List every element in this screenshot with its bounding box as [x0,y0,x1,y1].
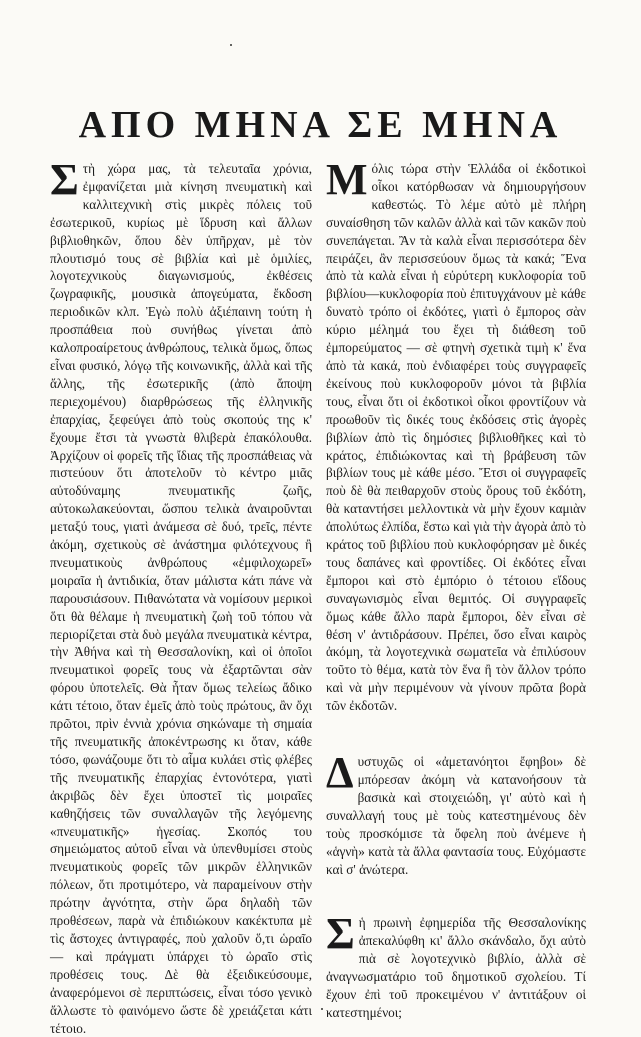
section-spacer [326,878,586,914]
right-article-3 [326,909,586,1021]
page-title: ΑΠΟ ΜΗΝΑ ΣΕ ΜΗΝΑ [78,104,563,146]
left-column [50,155,312,1037]
print-speck [321,1008,323,1010]
right-article-2 [326,748,586,878]
drop-cap: Σ [50,155,79,204]
section-spacer [326,715,586,753]
drop-cap: Σ [326,909,355,959]
drop-cap: Μ [326,155,368,204]
right-article-1 [326,155,586,715]
right-article-1-text: όλις τώρα στὴν Ἑλλάδα οἱ ἐκδοτικοὶ οἶκοι κατόρθωσαν νὰ δημιουργήσουν καθεστώς. Τὸ λέμε αὐτὸ μὲ πλήρη συναίσθηση τῶν καλῶν ἀλλὰ καὶ τῶν κακῶν ποὺ συνεπάγεται. Ἂν τὰ καλὰ εἶναι περισσότερα δὲν πειράζει, ἂν περισσεύουν ὅμως τὰ κακά; Ἕνα ἀπὸ τὰ καλὰ εἶναι ἡ εὐρύτερη κυκλοφορία τοῦ βιβλίου—κυκλοφορία ποὺ ἐπιτυγχάνουν μὲ κάθε δυνατὸ τρόπο οἱ ἐκδότες, γιατὶ ὁ ἔμπορος σὰν κύριο μέλημά του ἔχει τὴ διάθεση τοῦ ἐμπορεύματος — σὲ φτηνὴ σχετικὰ τιμὴ κ' ἕνα ἀπὸ τὰ κακά, ποὺ ἐνδιαφέρει τοὺς συγγραφεῖς ἐκείνους ποὺ κυκλοφοροῦν μόνοι τὰ βιβλία τους, εἶναι ὅτι οἱ ἐκδοτικοὶ οἶκοι φροντίζουν νὰ προωθοῦν τὶς δικές τους ἐκδόσεις στὶς ἀγορὲς βιβλίων ἀπὸ τὶς δημόσιες βιβλιοθῆκες καὶ τὸ κράτος, ἐπιδιώκοντας καὶ τὴ βράβευση τῶν βιβλίων τους μὲ κάθε μέσο. Ἔτσι οἱ συγγραφεῖς ποὺ δὲ θὰ πειθαρχοῦν στοὺς ὅρους τοῦ ἐκδότη, θὰ καταντήσει μελλοντικὰ νὰ μὴν ἔχουν καμιὰν ἀπολύτως ἐλπίδα, ἔστω καὶ γιὰ τὴν ἀγορὰ ἀπὸ τὸ κράτος τοῦ βιβλίου ποὺ κυκλοφόρησαν μὲ δικές τους δαπάνες καὶ φροντίδες. Οἱ ἐκδότες εἶναι ἔμποροι καὶ στὸ ἐμπόριο ὁ τέτοιου εἴδους συναγωνισμὸς εἶναι θεμιτός. Οἱ συγγραφεῖς ὅμως κάθε ἄλλο παρὰ ἔμποροι, δὲν εἶναι σὲ θέση ν' ἀντιδράσουν. Πρέπει, ὅσο εἶναι καιρὸς ἀκόμη, τὰ λογοτεχνικὰ σωματεῖα νὰ ἐπιλύσουν τοῦτο τὸ θέμα, κατὰ τὸν ἕνα ἢ τὸν ἄλλον τρόπο καὶ νὰ μὴν περιμένουν νὰ γίνουν πρῶτα βορὰ τῶν ἐκδοτῶν. [326,161,586,714]
right-article-3-text: ἡ πρωινὴ ἐφημερίδα τῆς Θεσσαλονίκης ἀπεκαλύφθη κι' ἄλλο σκάνδαλο, ὄχι αὐτὸ πιὰ σὲ λογοτεχνικὸ βιβλίο, ἀλλὰ σὲ ἀναγνωσματάριο τοῦ δημοτικοῦ σχολείου. Τί ἔχουν ἐπὶ τοῦ προκειμένου ν' ἀντιτάξουν οἱ κατεστημένοι; [326,915,586,1020]
drop-cap: Δ [326,748,354,798]
left-article-text: τὴ χώρα μας, τὰ τελευταῖα χρόνια, ἐμφανίζεται μιὰ κίνηση πνευματικὴ καὶ καλλιτεχνικὴ στὶς μικρὲς πόλεις τοῦ ἐσωτερικοῦ, κυρίως μὲ ἵδρυση καὶ ἄλλων βιβλιοθηκῶν, ὅπου δὲν ὑπῆρχαν, μὲ τὸν πλουτισμό τους σὲ βιβλία καὶ μὲ ὁμιλίες, λογοτεχνικοὺς διαγωνισμούς, ἐκθέσεις ζωγραφικῆς, μουσικὰ ἀπογεύματα, ἔκδοση περιοδικῶν κλπ. Ἐγὼ πολὺ ἀξιέπαινη τούτη ἡ προσπάθεια ποὺ συνήθως γίνεται ἀπὸ καλοπροαίρετους ἀνθρώπους, τελικὰ ὅμως, ὅπως εἶναι φυσικό, λόγῳ τῆς κοινωνικῆς, ἀλλὰ καὶ τῆς ἄλλης, τῆς ἐσωτερικῆς (ἀπὸ ἄποψη περιεχομένου) διαρθρώσεως τῆς ἑλληνικῆς ἐπαρχίας, ξεφεύγει ἀπὸ τοὺς σκοπούς της κ' ἔχουμε ἔτσι τὰ γνωστὰ θλιβερὰ ἐπακόλουθα. Ἀρχίζουν οἱ φορεῖς τῆς ἴδιας τῆς προσπάθειας νὰ πιστεύουν ὅτι ἀποτελοῦν τὸ κέντρο μιᾶς αὐτοδύναμης πνευματικῆς ζωῆς, αὐτοκωλακεύονται, ὥσπου τελικὰ ἀναιροῦνται μεταξύ τους, γιατὶ ἀνάμεσα σὲ δυό, τρεῖς, πέντε ἀκόμη, σχετικοὺς σὲ ἀνάστημα φιλότεχνους ἢ πνευματικοὺς ἀνθρώπους «ἐμφιλοχωρεῖ» μοιραῖα ἡ ἀντιδικία, ὅταν μάλιστα κάτι πάνε νὰ παρουσιάσουν. Πιθανώτατα νὰ νομίσουν μερικοὶ ὅτι θὰ θέλαμε ἡ πνευματικὴ ζωὴ τοῦ τόπου νὰ περιορίζεται στὰ δυὸ μεγάλα πνευματικὰ κέντρα, τὴν Ἀθήνα καὶ τὴ Θεσσαλονίκη, καὶ οἱ ὁποῖοι πνευματικοὶ φορεῖς τους νὰ ἐξαρτῶνται σὰν φόρου ὑποτελεῖς. Θὰ ἦταν ὅμως τελείως ἄδικο κάτι τέτοιο, ὅταν ἐμεῖς ἀπὸ τοὺς πρώτους, ἂν ὄχι πρῶτοι, πρὶν ἐννιὰ χρόνια σηκώναμε τὴ σημαία τῆς πνευματικῆς ἀποκέντρωσης κι ὅταν, κάθε τόσο, φωνάζουμε ὅτι τὸ αἷμα κυλάει στὶς φλέβες τῆς πνευματικῆς ἐπαρχίας ἐντονότερα, γιατὶ ἀκριβῶς δὲν ἔχει ὑποστεῖ τὶς μοιραῖες καθηζήσεις τῶν συναλλαγῶν τῆς λεγόμενης «πνευματικῆς» ἡγεσίας. Σκοπός του σημειώματος αὐτοῦ εἶναι νὰ ὑπενθυμίσει στοὺς πνευματικοὺς φορεῖς τῶν μικρῶν ἑλληνικῶν πόλεων, ὅτι προτιμότερο, νὰ παραμείνουν στὴν πρώτην ἀγνότητα, στὴν ὥρα δηλαδὴ τῶν προθέσεων, παρὰ νὰ ἐπιδιώκουν κακέκτυπα μὲ τὶς ἄστοχες ἀντιγραφές, ποὺ χαλοῦν ὅ,τι ὡραῖο — καὶ πράγματι ὑπάρχει τὸ ὡραῖο στὶς προθέσεις τους. Δὲ θὰ ἐξειδικεύσουμε, ἀναφερόμενοι σὲ περιπτώσεις, εἶναι τόσο γενικὸ ἄλλωστε τὸ φαινόμενο ὥστε δὲ χρειάζεται κάτι τέτοιο. [50,161,312,1036]
right-article-2-text: υστυχῶς οἱ «ἀμετανόητοι ἔφηβοι» δὲ μπόρεσαν ἀκόμη νὰ κατανοήσουν τὰ βασικὰ καὶ στοιχειώδη, γι' αὐτὸ καὶ ἡ συναλλαγή τους μὲ τοὺς κατεστημένους δὲν τοὺς προσκόμισε τὰ ὄφελη ποὺ ἀνέμενε ἡ «ἁγνὴ» κατὰ τὰ ἄλλα φαντασία τους. Εὐχόμαστε καὶ σ' ἀνώτερα. [326,754,586,877]
left-article [50,155,312,1037]
print-speck [230,44,232,46]
right-column [326,155,586,1022]
